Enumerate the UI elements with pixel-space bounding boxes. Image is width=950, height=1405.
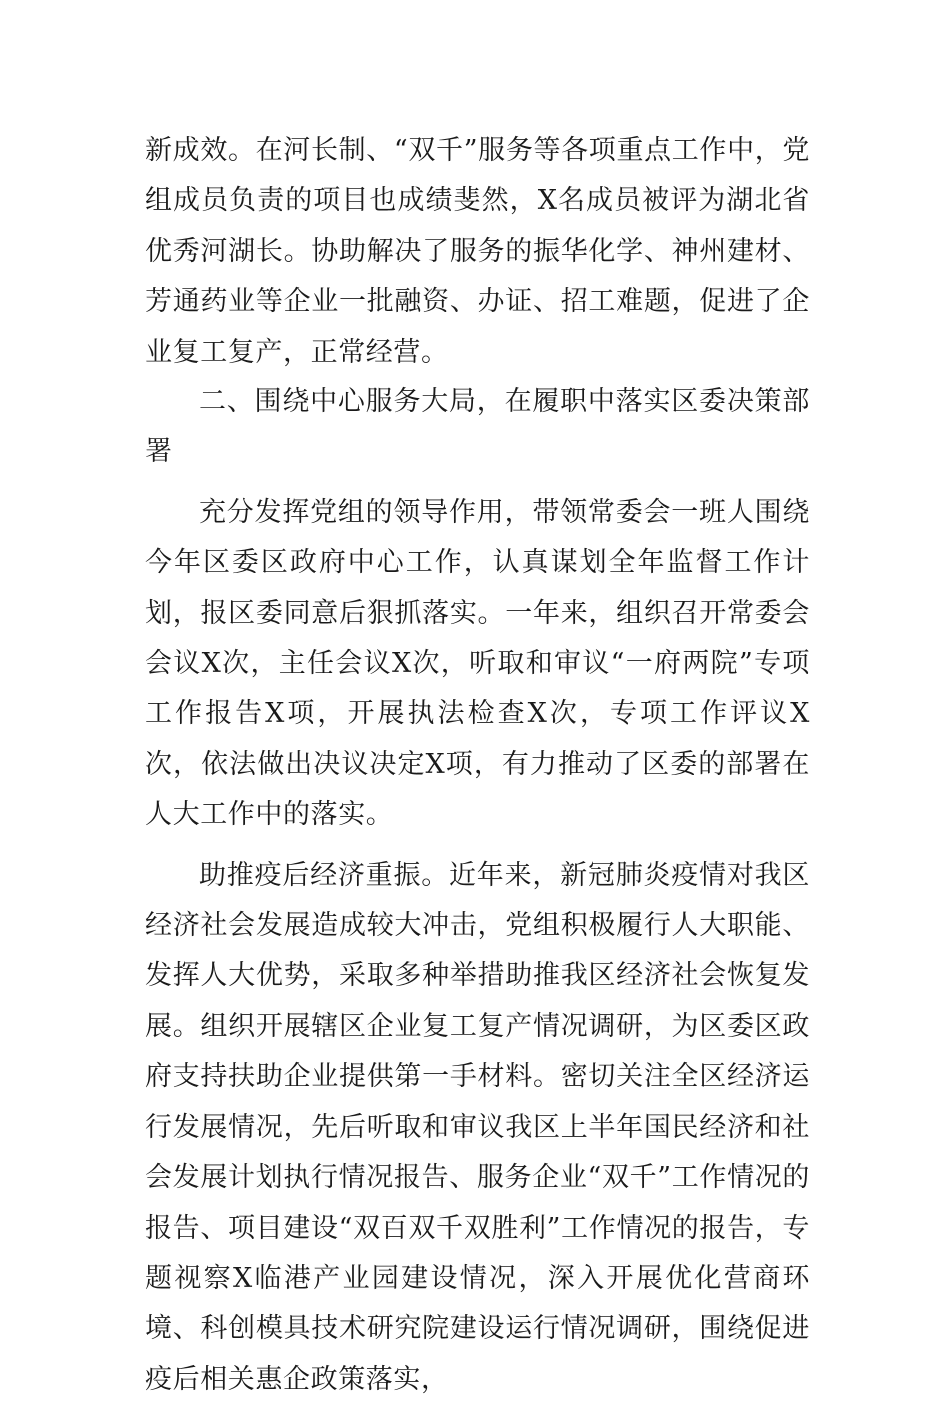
text-block-main — [145, 377, 810, 1405]
text-block-top — [145, 126, 810, 378]
paragraph-leadership: 充分发挥党组的领导作用，带领常委会一班人围绕今年区委区政府中心工作，认真谋划全年监督工作计划，报区委同意后狠抓落实。一年来，组织召开常委会会议X次，主任会议X次，听取和审议“一府两院”专项工作报告X项，开展执法检查X次，专项工作评议X次，依法做出决议决定X项，有力推动了区委的部署在人大工作中的落实。 — [145, 496, 810, 831]
section-heading: 二、围绕中心服务大局，在履职中落实区委决策部署 — [145, 386, 810, 468]
paragraph-continuation: 新成效。在河长制、“双千”服务等各项重点工作中，党组成员负责的项目也成绩斐然，X名成员被评为湖北省优秀河湖长。协助解决了服务的振华化学、神州建材、芳通药业等企业一批融资、办证、招工难题，促进了企业复工复产，正常经营。 — [145, 135, 810, 368]
paragraph-economy: 助推疫后经济重振。近年来，新冠肺炎疫情对我区经济社会发展造成较大冲击，党组积极履行人大职能、发挥人大优势，采取多种举措助推我区经济社会恢复发展。组织开展辖区企业复工复产情况调研，为区委区政府支持扶助企业提供第一手材料。密切关注全区经济运行发展情况，先后听取和审议我区上半年国民经济和社会发展计划执行情况报告、服务企业“双千”工作情况的报告、项目建设“双百双千双胜利”工作情况的报告，专题视察X临港产业园建设情况，深入开展优化营商环境、科创模具技术研究院建设运行情况调研，围绕促进疫后相关惠企政策落实， — [145, 859, 810, 1395]
